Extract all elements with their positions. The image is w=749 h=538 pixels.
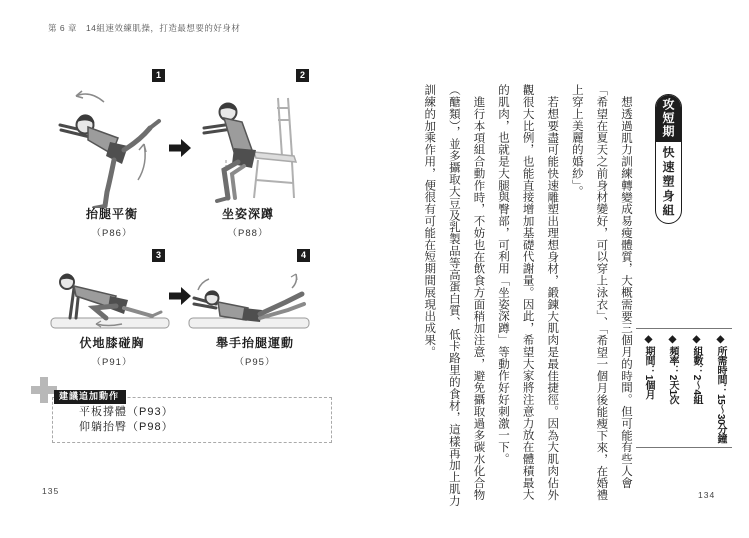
page-number-right: 134	[698, 490, 716, 500]
body-paragraph: 想透過肌力訓練轉變成易瘦體質，大概需要三個月的時間。但可能有些人會「希望在夏天之前身材變好，可以穿上泳衣」、「希望一個月後能瘦下來，在婚禮上穿上美麗的婚紗」。	[570, 84, 632, 501]
suggestion-item: 平板撐體（P93）	[79, 406, 174, 418]
exercise-caption-1	[52, 205, 172, 239]
info-item-text: 組數：2～4組	[691, 346, 702, 405]
diamond-bullet-icon: ◆	[667, 334, 678, 346]
prone-raise-illustration	[188, 270, 310, 332]
info-item-text: 頻率：2天1次	[667, 346, 678, 405]
diamond-bullet-icon: ◆	[643, 334, 654, 346]
exercise-caption-4	[190, 334, 320, 368]
section-title-pill	[655, 94, 682, 224]
arrow-right-icon	[169, 139, 191, 157]
plank-knee-illustration	[50, 266, 170, 332]
exercise-name: 抬腿平衡	[85, 207, 138, 221]
info-item-duration	[708, 334, 732, 447]
suggestion-box	[52, 397, 332, 443]
balance-exercise-illustration	[52, 80, 172, 208]
exercise-caption-3	[52, 334, 172, 368]
info-item-frequency	[660, 334, 684, 447]
body-text	[416, 84, 638, 508]
section-title-tag: 攻短期	[656, 95, 681, 142]
step-number-badge-3: 3	[152, 249, 165, 262]
step-number-badge-4: 4	[297, 249, 310, 262]
exercise-caption-2	[188, 205, 308, 239]
exercise-name: 坐姿深蹲	[221, 207, 274, 221]
page-number-left: 135	[42, 486, 60, 496]
section-title-name: 快速塑身組	[661, 146, 675, 219]
body-paragraph: 若想要盡可能快速雕塑出理想身材，鍛鍊大肌肉是最佳捷徑。因為大肌肉佔外觀很大比例，也能直接增加基礎代謝量。因此，希望大家將注意力放在體積最大的肌肉，也就是大腿與臀部，可利用「坐姿深蹲」等動作好好刺激一下。	[497, 84, 559, 501]
exercise-name: 舉手抬腿運動	[215, 336, 294, 350]
info-item-sets	[684, 334, 708, 447]
chapter-header: 第 6 章 14組速效練肌操，打造最想要的好身材	[48, 23, 241, 33]
suggestion-item: 仰躺抬臀（P98）	[79, 421, 174, 433]
body-paragraph: 進行本項組合動作時，不妨也在飲食方面稍加注意，避免攝取過多碳水化合物（醣類），並多攝取大豆及乳製品等高蛋白質、低卡路里的食材，這樣再加上肌力訓練的加乘作用，便很有可能在短期間展現出成果。	[423, 84, 485, 507]
step-number-badge-2: 2	[296, 69, 309, 82]
exercise-page-ref: （P95）	[234, 357, 276, 368]
step-number-badge-1: 1	[152, 69, 165, 82]
suggestion-label: 建議追加動作	[54, 390, 126, 404]
info-item-text: 期間：1個月	[643, 346, 654, 400]
diamond-bullet-icon: ◆	[691, 334, 702, 346]
exercise-name: 伏地膝碰胸	[79, 336, 145, 350]
exercise-page-ref: （P91）	[91, 357, 133, 368]
chair-squat-illustration	[192, 86, 304, 208]
exercise-page-ref: （P86）	[91, 228, 133, 239]
exercise-page-ref: （P88）	[227, 228, 269, 239]
info-item-period	[636, 334, 660, 447]
workout-info-block	[636, 328, 732, 448]
info-item-text: 所需時間：15～30分鐘	[715, 346, 726, 444]
diamond-bullet-icon: ◆	[715, 334, 726, 346]
